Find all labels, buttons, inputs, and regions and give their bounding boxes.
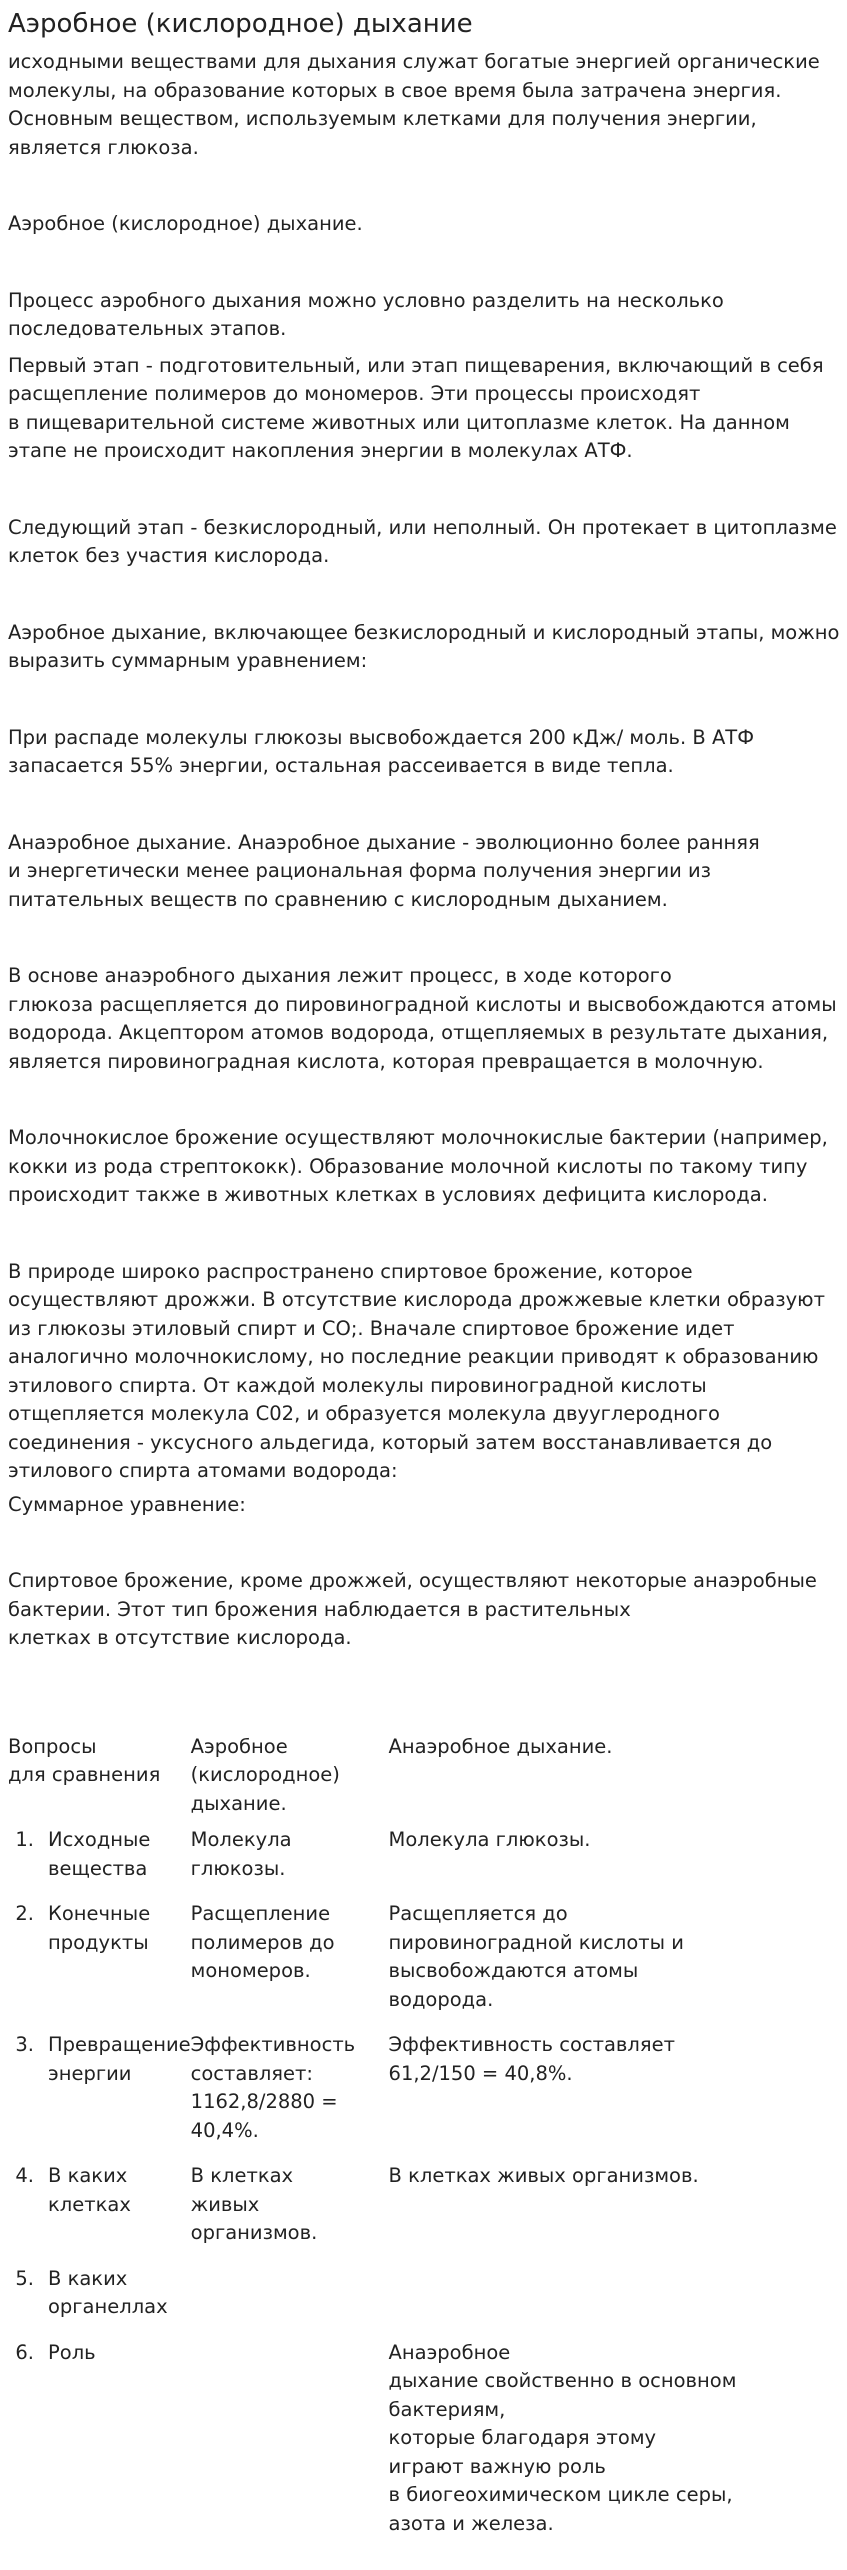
table-header-row [8, 1733, 748, 1827]
paragraph-anaerobic: Анаэробное дыхание. Анаэробное дыхание - эволюционно более ранняя и энергетически менее рациональная форма получения энергии из питательных веществ по сравнению с кислородным дыханием. [8, 830, 760, 911]
comparison-table [8, 1733, 748, 2556]
row-number: 4. [15, 2164, 34, 2187]
paragraph-anaerobic-basis: В основе анаэробного дыхания лежит процесс, в ходе которого глюкоза расщепляется до пировиноградной кислоты и высвобождаются атомы водорода. Акцептором атомов водорода, отщепляемых в результате дыхания, является пировиноградная кислота, которая превращается в молочную. [8, 964, 837, 1073]
row-question-text: Роль [48, 2340, 96, 2364]
paragraph-lactic-fermentation: Молочнокислое брожение осуществляют молочнокислые бактерии (например, кокки из рода стрептококк). Образование молочной кислоты по такому типу происходит также в животных клетках в условиях дефицита кислорода. [8, 1126, 828, 1206]
table-row [8, 2339, 748, 2556]
paragraph-stages: Процесс аэробного дыхания можно условно разделить на несколько последовательных этапов. [8, 288, 724, 340]
table-header-cell: Вопросы для сравнения [8, 1734, 161, 1786]
paragraph-energy: При распаде молекулы глюкозы высвобождается 200 кДж/ моль. В АТФ запасается 55% энергии, остальная рассеивается в виде тепла. [8, 725, 754, 777]
row-number: 2. [15, 1902, 34, 1925]
table-cell-aerobic: В клетках живых организмов. [190, 2164, 318, 2244]
table-cell-question [8, 2265, 191, 2339]
paragraph-intro: исходными веществами для дыхания служат богатые энергией органические молекулы, на образование которых в свое время была затрачена энергия. Основным веществом, используемым клетками для получения энергии, является глюкоза. [8, 50, 820, 159]
row-question-text: В каких органеллах [48, 2266, 168, 2318]
table-cell-aerobic [191, 2265, 389, 2339]
row-number: 5. [15, 2266, 34, 2290]
row-number: 3. [15, 2033, 34, 2056]
table-header-cell: Анаэробное дыхание. [388, 1734, 613, 1758]
paragraph-alcohol-fermentation: В природе широко распространено спиртовое брожение, которое осуществляют дрожжи. В отсутствие кислорода дрожжевые клетки образуют из глюкозы этиловый спирт и СО;. Вначале спиртовое брожение идет аналогично молочнокислому, но последние реакции приводят к образованию этилового спирта. От каждой молекулы пировиноградной кислоты отщепляется молекула С02, и образуется молекула двууглеродного соединения - уксусного альдегида, который затем восстанавливается до этилового спирта атомами водорода: [8, 1259, 825, 1482]
row-number: 6. [15, 2340, 34, 2364]
row-question-text: В каких клетках [48, 2164, 131, 2216]
table-cell-anaerobic: Молекула глюкозы. [388, 1828, 591, 1851]
table-header-cell: Аэробное (кислородное) дыхание. [190, 1734, 340, 1815]
page-title: Аэробное (кислородное) дыхание [8, 9, 473, 39]
table-cell-question [8, 1826, 191, 1900]
table-row [8, 1900, 748, 2031]
paragraph-alcohol-bacteria: Спиртовое брожение, кроме дрожжей, осуществляют некоторые анаэробные бактерии. Этот тип брожения наблюдается в растительных клетках в отсутствие кислорода. [8, 1569, 817, 1649]
table-cell-aerobic [191, 2339, 389, 2556]
row-question-text: Превращение энергии [48, 2033, 191, 2085]
paragraph-second-stage: Следующий этап - безкислородный, или неполный. Он протекает в цитоплазме клеток без участия кислорода. [8, 515, 837, 567]
paragraph-aerobic-heading: Аэробное (кислородное) дыхание. [8, 212, 363, 235]
table-cell-anaerobic [389, 2265, 748, 2339]
table-row [8, 2162, 748, 2265]
table-row [8, 1826, 748, 1900]
table-cell-aerobic: Молекула глюкозы. [190, 1828, 292, 1880]
row-number: 1. [15, 1828, 34, 1851]
table-cell-aerobic: Расщепление полимеров до мономеров. [190, 1902, 335, 1982]
table-cell-aerobic: Эффективность составляет: 1162,8/2880 = 40,4%. [190, 2033, 356, 2142]
paragraph-total-equation: Суммарное уравнение: [8, 1492, 246, 1516]
paragraph-summary-equation: Аэробное дыхание, включающее безкислородный и кислородный этапы, можно выразить суммарным уравнением: [8, 620, 840, 672]
row-question-text: Конечные продукты [48, 1902, 151, 1954]
table-cell-question [8, 2339, 191, 2556]
table-row [8, 2265, 748, 2339]
table-row [8, 2031, 748, 2162]
row-question-text: Исходные вещества [48, 1828, 151, 1880]
table-cell-question [8, 1900, 191, 2031]
table-cell-anaerobic: В клетках живых организмов. [388, 2164, 699, 2187]
paragraph-first-stage: Первый этап - подготовительный, или этап пищеварения, включающий в себя расщепление полимеров до мономеров. Эти процессы происходят в пищеварительной системе животных или цитоплазме клеток. На данном этапе не происходит накопления энергии в молекулах АТФ. [8, 353, 824, 462]
table-cell-anaerobic: Расщепляется до пировиноградной кислоты и высвобождаются атомы водорода. [388, 1902, 684, 2011]
table-cell-question [8, 2162, 191, 2265]
table-cell-anaerobic: Анаэробное дыхание свойственно в основном бактериям, которые благодаря этому играют важную роль в биогеохимическом цикле серы, азота и железа. [388, 2340, 737, 2535]
table-cell-question [8, 2031, 191, 2162]
table-cell-anaerobic: Эффективность составляет 61,2/150 = 40,8%. [388, 2033, 675, 2085]
